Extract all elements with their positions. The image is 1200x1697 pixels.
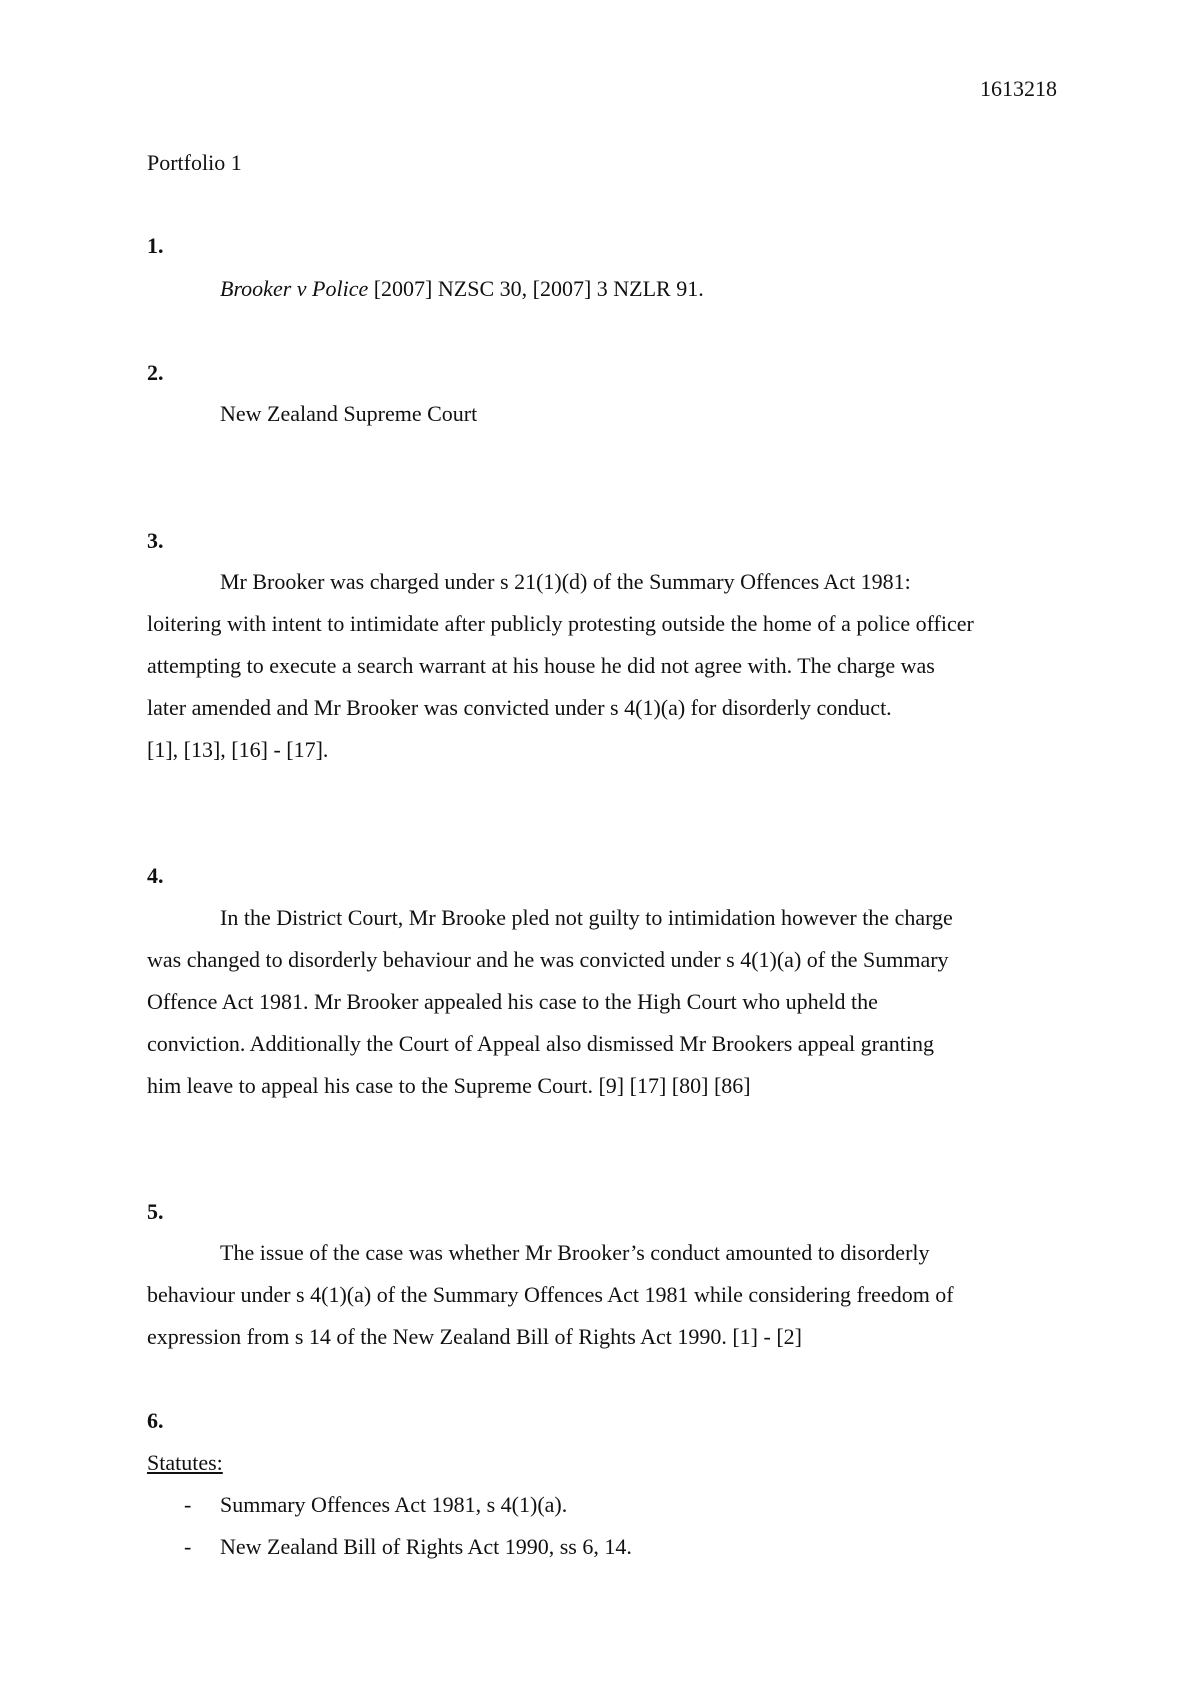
list-bullet: - bbox=[184, 1492, 192, 1517]
section-4-line: him leave to appeal his case to the Supreme Court. [9] [17] [80] [86] bbox=[147, 1073, 751, 1098]
statute-list-item: Summary Offences Act 1981, s 4(1)(a). bbox=[220, 1492, 568, 1517]
section-3-number: 3. bbox=[147, 528, 164, 553]
statute-list-item: New Zealand Bill of Rights Act 1990, ss 6, 14. bbox=[220, 1534, 632, 1559]
section-5-number: 5. bbox=[147, 1199, 164, 1224]
list-bullet: - bbox=[184, 1534, 192, 1559]
section-1-number: 1. bbox=[147, 233, 164, 258]
section-4-line: conviction. Additionally the Court of Appeal also dismissed Mr Brookers appeal granting bbox=[147, 1031, 934, 1056]
section-4-number: 4. bbox=[147, 863, 164, 888]
section-3-line: attempting to execute a search warrant at his house he did not agree with. The charge was bbox=[147, 653, 935, 678]
court-name: New Zealand Supreme Court bbox=[220, 401, 478, 426]
section-4-line: was changed to disorderly behaviour and he was convicted under s 4(1)(a) of the Summary bbox=[147, 947, 949, 972]
case-name: Brooker v Police bbox=[220, 276, 369, 301]
section-4-line: In the District Court, Mr Brooke pled not guilty to intimidation however the charge bbox=[220, 905, 953, 930]
section-3-line: later amended and Mr Brooker was convicted under s 4(1)(a) for disorderly conduct. bbox=[147, 695, 892, 720]
student-id: 1613218 bbox=[980, 76, 1057, 101]
section-2-number: 2. bbox=[147, 360, 164, 385]
section-5-line: expression from s 14 of the New Zealand Bill of Rights Act 1990. [1] - [2] bbox=[147, 1324, 802, 1349]
section-3-line: [1], [13], [16] - [17]. bbox=[147, 737, 329, 762]
section-5-line: behaviour under s 4(1)(a) of the Summary Offences Act 1981 while considering freedom of bbox=[147, 1282, 954, 1307]
citation-reference: [2007] NZSC 30, [2007] 3 NZLR 91. bbox=[368, 276, 704, 301]
section-4-line: Offence Act 1981. Mr Brooker appealed his case to the High Court who upheld the bbox=[147, 989, 878, 1014]
section-6-number: 6. bbox=[147, 1408, 164, 1433]
case-citation bbox=[220, 276, 704, 302]
section-3-line: loitering with intent to intimidate after publicly protesting outside the home of a police officer bbox=[147, 611, 974, 636]
page-title: Portfolio 1 bbox=[147, 150, 242, 175]
statutes-subheading: Statutes: bbox=[147, 1450, 223, 1475]
section-5-line: The issue of the case was whether Mr Brooker’s conduct amounted to disorderly bbox=[220, 1240, 930, 1265]
section-3-line: Mr Brooker was charged under s 21(1)(d) of the Summary Offences Act 1981: bbox=[220, 569, 911, 594]
